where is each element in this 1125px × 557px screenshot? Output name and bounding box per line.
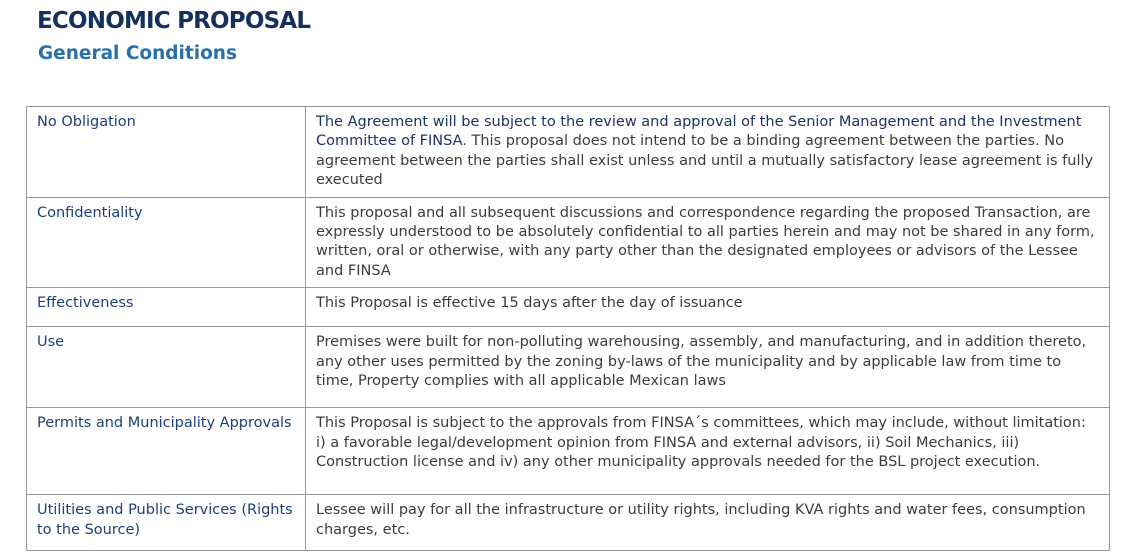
condition-term: Use bbox=[27, 327, 306, 408]
condition-description: This Proposal is subject to the approvals from FINSA´s committees, which may include, without limitation: i) a favorable legal/development opinion from FINSA and external advisors, ii) Soil Mechanics, iii) Construction license and iv) any other municipality approvals needed for the BSL project execution. bbox=[306, 408, 1110, 495]
general-conditions-table bbox=[26, 106, 1110, 551]
condition-description: This proposal and all subsequent discussions and correspondence regarding the proposed Transaction, are expressly understood to be absolutely confidential to all parties herein and may not be shared in any form, written, oral or otherwise, with any party other than the designated employees or advisors of the Lessee and FINSA bbox=[306, 197, 1110, 288]
condition-term: No Obligation bbox=[27, 107, 306, 198]
condition-term: Utilities and Public Services (Rights to the Source) bbox=[27, 495, 306, 551]
table-row bbox=[27, 107, 1110, 198]
condition-highlight: The Agreement will be subject to the review and approval of the Senior Management and the Investment Committee of FINSA bbox=[316, 114, 1082, 150]
condition-description: Premises were built for non-polluting warehousing, assembly, and manufacturing, and in addition thereto, any other uses permitted by the zoning by-laws of the municipality and by applicable law from time to time, Property complies with all applicable Mexican laws bbox=[306, 327, 1110, 408]
condition-description: Lessee will pay for all the infrastructure or utility rights, including KVA rights and water fees, consumption charges, etc. bbox=[306, 495, 1110, 551]
table-row bbox=[27, 495, 1110, 551]
condition-description bbox=[306, 107, 1110, 198]
table-row bbox=[27, 197, 1110, 288]
condition-text: . This proposal does not intend to be a binding agreement between the parties. No agreement between the parties shall exist unless and until a mutually satisfactory lease agreement is fully executed bbox=[316, 133, 1094, 189]
page-title: ECONOMIC PROPOSAL bbox=[37, 8, 311, 34]
condition-term: Effectiveness bbox=[27, 288, 306, 327]
condition-description: This Proposal is effective 15 days after the day of issuance bbox=[306, 288, 1110, 327]
condition-term: Permits and Municipality Approvals bbox=[27, 408, 306, 495]
table-row bbox=[27, 288, 1110, 327]
condition-term: Confidentiality bbox=[27, 197, 306, 288]
table-row bbox=[27, 408, 1110, 495]
page-subtitle: General Conditions bbox=[38, 43, 237, 64]
table-row bbox=[27, 327, 1110, 408]
